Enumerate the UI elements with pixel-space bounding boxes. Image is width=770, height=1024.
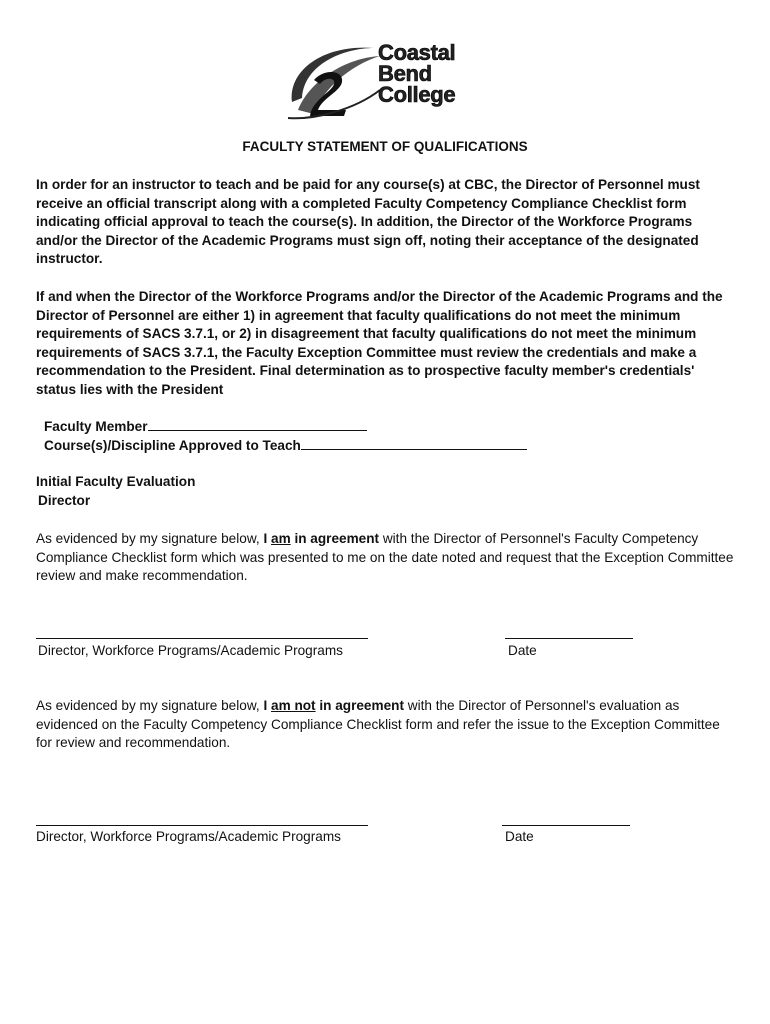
- disagree-am-not: am not: [271, 698, 316, 713]
- agree-prefix: As evidenced by my signature below,: [36, 531, 264, 546]
- logo-line-3: College: [378, 82, 456, 107]
- disagree-signer-label: Director, Workforce Programs/Academic Programs: [36, 829, 341, 844]
- document-title: FACULTY STATEMENT OF QUALIFICATIONS: [242, 139, 528, 154]
- disagree-i: I: [263, 698, 272, 713]
- agree-date-label: Date: [508, 643, 537, 658]
- evaluation-subheading: Director: [38, 493, 91, 508]
- intro-paragraph: In order for an instructor to teach and be paid for any course(s) at CBC, the Director of Personnel must receive an official transcript along with a completed Faculty Competency Compliance Checklist form indicating official approval to teach the course(s). In addition, the Director of the Workforce Programs and/or the Director of the Academic Programs must sign off, noting their acceptance of the designated instructor.: [36, 177, 700, 267]
- disagree-in-agreement: in agreement: [319, 698, 404, 713]
- faculty-member-field: [44, 418, 367, 434]
- disagree-rest: with the Director of Personnel's evaluation as evidenced on the Faculty Competency Compliance Checklist form and refer the issue to the Exception Committee for review and recommendation.: [36, 698, 720, 751]
- disagreement-paragraph: [36, 697, 736, 753]
- courses-label: Course(s)/Discipline Approved to Teach: [44, 438, 301, 453]
- agree-in-agreement: in agreement: [294, 531, 380, 546]
- evaluation-heading: Initial Faculty Evaluation: [36, 474, 196, 489]
- courses-input-line[interactable]: [301, 437, 527, 450]
- disagree-signature-line[interactable]: [36, 825, 368, 826]
- conditions-paragraph: If and when the Director of the Workforce Programs and/or the Director of the Academic Programs and the Director of Personnel are either 1) in agreement that faculty qualifications do not meet the minimum requirements of SACS 3.7.1, or 2) in disagreement that faculty qualifications do not meet the minimum requirements of SACS 3.7.1, the Faculty Exception Committee must review the credentials and make a recommendation to the President. Final determination as to prospective faculty member's credentials' status lies with the President: [36, 289, 723, 397]
- faculty-member-input-line[interactable]: [148, 418, 367, 431]
- courses-field: [44, 437, 527, 453]
- logo-line-2: Bend: [378, 61, 432, 86]
- agree-rest: with the Director of Personnel's Faculty Competency Compliance Checklist form which was presented to me on the date noted and request that the Exception Committee review and make recommendation.: [36, 531, 734, 584]
- faculty-member-label: Faculty Member: [44, 419, 148, 434]
- agree-signer-label: Director, Workforce Programs/Academic Programs: [38, 643, 343, 658]
- agree-date-line[interactable]: [505, 638, 633, 639]
- disagree-date-label: Date: [505, 829, 534, 844]
- agree-signature-line[interactable]: [36, 638, 368, 639]
- agree-am: am: [271, 531, 291, 546]
- agreement-paragraph: [36, 530, 736, 586]
- college-logo: [284, 40, 494, 128]
- disagree-prefix: As evidenced by my signature below,: [36, 698, 264, 713]
- logo-wordmark: [378, 42, 455, 105]
- disagree-date-line[interactable]: [502, 825, 630, 826]
- agree-i: I: [263, 531, 272, 546]
- swoosh-logo-icon: [284, 40, 384, 128]
- logo-line-1: Coastal: [378, 40, 456, 65]
